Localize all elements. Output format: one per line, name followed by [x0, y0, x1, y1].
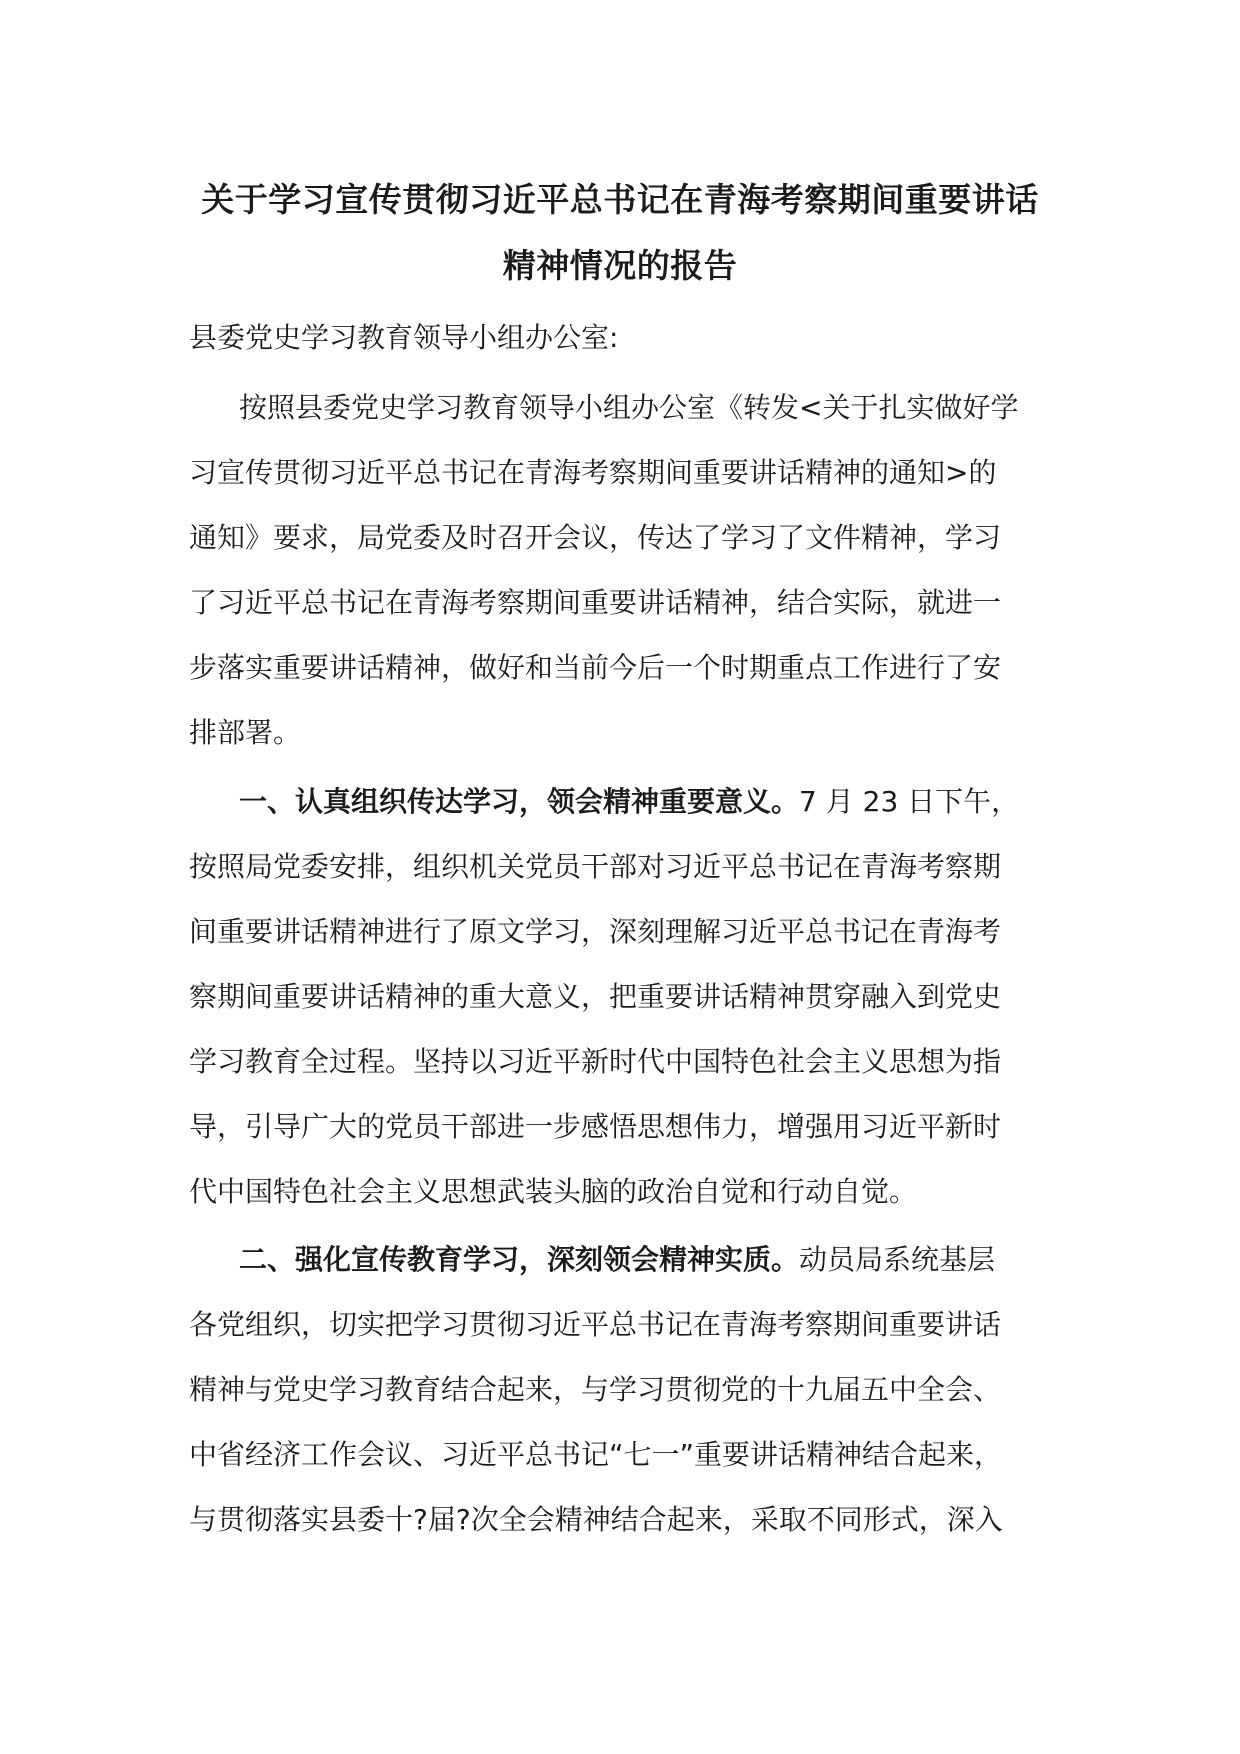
paragraph-line: 排部署。 [189, 716, 302, 749]
paragraph-section-two [189, 1227, 1069, 1552]
paragraph-line: 导，引导广大的党员干部进一步感悟思想伟力，增强用习近平新时 [189, 1110, 1002, 1143]
section-two-heading: 二、强化宣传教育学习，深刻领会精神实质。 [239, 1243, 800, 1276]
paragraph-intro [189, 375, 1069, 765]
document-title-line-1: 关于学习宣传贯彻习近平总书记在青海考察期间重要讲话 [201, 180, 1039, 219]
paragraph-line: 了习近平总书记在青海考察期间重要讲话精神，结合实际，就进一 [189, 586, 1002, 619]
document-title-line-2: 精神情况的报告 [502, 246, 738, 285]
paragraph-line: 中省经济工作会议、习近平总书记“七一”重要讲话精神结合起来， [189, 1438, 1003, 1471]
section-one-heading: 一、认真组织传达学习，领会精神重要意义。 [239, 785, 800, 818]
paragraph-line: 按照局党委安排，组织机关党员干部对习近平总书记在青海考察期 [189, 850, 1002, 883]
paragraph-line: 学习教育全过程。坚持以习近平新时代中国特色社会主义思想为指 [189, 1045, 1002, 1078]
paragraph-line: 察期间重要讲话精神的重大意义，把重要讲话精神贯穿融入到党史 [189, 980, 1002, 1013]
section-two-first-line-text: 动员局系统基层 [799, 1243, 996, 1276]
salutation: 县委党史学习教育领导小组办公室: [189, 321, 619, 354]
paragraph-line: 步落实重要讲话精神，做好和当前今后一个时期重点工作进行了安 [189, 651, 1002, 684]
paragraph-line [189, 1227, 1069, 1292]
paragraph-line [189, 769, 1069, 834]
paragraph-section-one [189, 769, 1069, 1224]
paragraph-line: 通知》要求，局党委及时召开会议，传达了学习了文件精神，学习 [189, 521, 1002, 554]
paragraph-line: 精神与党史学习教育结合起来，与学习贯彻党的十九届五中全会、 [189, 1373, 1002, 1406]
paragraph-line: 各党组织，切实把学习贯彻习近平总书记在青海考察期间重要讲话 [189, 1308, 1002, 1341]
paragraph-line: 代中国特色社会主义思想武装头脑的政治自觉和行动自觉。 [189, 1175, 918, 1208]
paragraph-line: 习宣传贯彻习近平总书记在青海考察期间重要讲话精神的通知>的 [189, 456, 997, 489]
section-one-first-line-text: 7 月 23 日下午， [799, 785, 1020, 818]
paragraph-line: 间重要讲话精神进行了原文学习，深刻理解习近平总书记在青海考 [189, 915, 1002, 948]
paragraph-line: 与贯彻落实县委十?届?次全会精神结合起来，采取不同形式，深入 [189, 1503, 1003, 1536]
paragraph-line: 按照县委党史学习教育领导小组办公室《转发<关于扎实做好学 [239, 391, 1019, 424]
